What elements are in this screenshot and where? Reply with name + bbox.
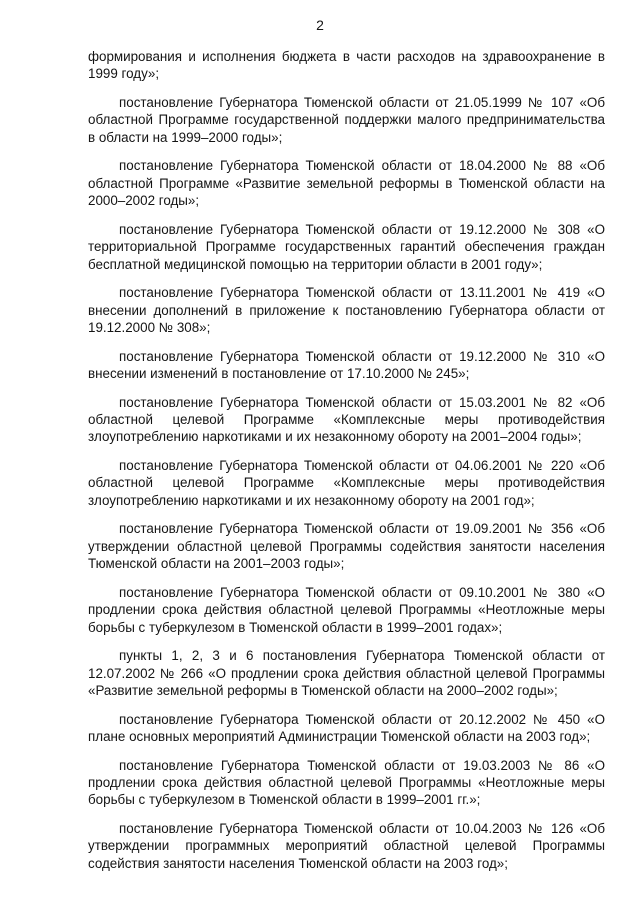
paragraph-resolution-266: пункты 1, 2, 3 и 6 постановления Губернатора Тюменской области от 12.07.2002 № 266 «О продлении срока действия областной целевой Программы «Развитие земельной реформы в Тюменской области на 2000–2002 годы»; [88, 648, 605, 699]
paragraph-resolution-356: постановление Губернатора Тюменской области от 19.09.2001 № 356 «Об утверждении областной целевой Программы содействия занятости населения Тюменской области на 2001–2003 годы»; [88, 521, 605, 572]
paragraph-resolution-88: постановление Губернатора Тюменской области от 18.04.2000 № 88 «Об областной Программе «Развитие земельной реформы в Тюменской области на 2000–2002 годы»; [88, 158, 605, 209]
page-number: 2 [316, 17, 324, 33]
paragraph-resolution-380: постановление Губернатора Тюменской области от 09.10.2001 № 380 «О продлении срока действия областной целевой Программы «Неотложные меры борьбы с туберкулезом в Тюменской области в 1999–2001 годах»; [88, 584, 605, 635]
paragraph-resolution-450: постановление Губернатора Тюменской области от 20.12.2002 № 450 «О плане основных мероприятий Администрации Тюменской области на 2003 год»; [88, 711, 605, 745]
paragraph-resolution-419: постановление Губернатора Тюменской области от 13.11.2001 № 419 «О внесении дополнений в приложение к постановлению Губернатора области от 19.12.2000 № 308»; [88, 285, 605, 336]
paragraph-continuation: формирования и исполнения бюджета в части расходов на здравоохранение в 1999 году»; [88, 49, 605, 82]
paragraph-resolution-82: постановление Губернатора Тюменской области от 15.03.2001 № 82 «Об областной целевой Программе «Комплексные меры противодействия злоупотреблению наркотиками и их незаконному обороту на 2001–2004 годы»; [88, 394, 605, 445]
paragraph-resolution-310: постановление Губернатора Тюменской области от 19.12.2000 № 310 «О внесении изменений в постановление от 17.10.2000 № 245»; [88, 348, 605, 382]
paragraph-resolution-220: постановление Губернатора Тюменской области от 04.06.2001 № 220 «Об областной целевой Программе «Комплексные меры противодействия злоупотреблению наркотиками и их незаконному обороту на 2001 год»; [88, 458, 605, 508]
paragraph-resolution-107: постановление Губернатора Тюменской области от 21.05.1999 № 107 «Об областной Программе государственной поддержки малого предпринимательства в области на 1999–2000 годы»; [88, 95, 605, 145]
paragraph-resolution-126: постановление Губернатора Тюменской области от 10.04.2003 № 126 «Об утверждении программных мероприятий областной целевой Программы содействия занятости населения Тюменской области на 2003 год»; [88, 821, 605, 871]
paragraph-resolution-308: постановление Губернатора Тюменской области от 19.12.2000 № 308 «О территориальной Программе государственных гарантий обеспечения граждан бесплатной медицинской помощью на территории области в 2001 году»; [88, 221, 605, 272]
paragraph-resolution-86: постановление Губернатора Тюменской области от 19.03.2003 № 86 «О продлении срока действия областной целевой Программы «Неотложные меры борьбы с туберкулезом в Тюменской области в 1999–2001 гг.»; [88, 757, 605, 808]
document-body [88, 48, 605, 883]
